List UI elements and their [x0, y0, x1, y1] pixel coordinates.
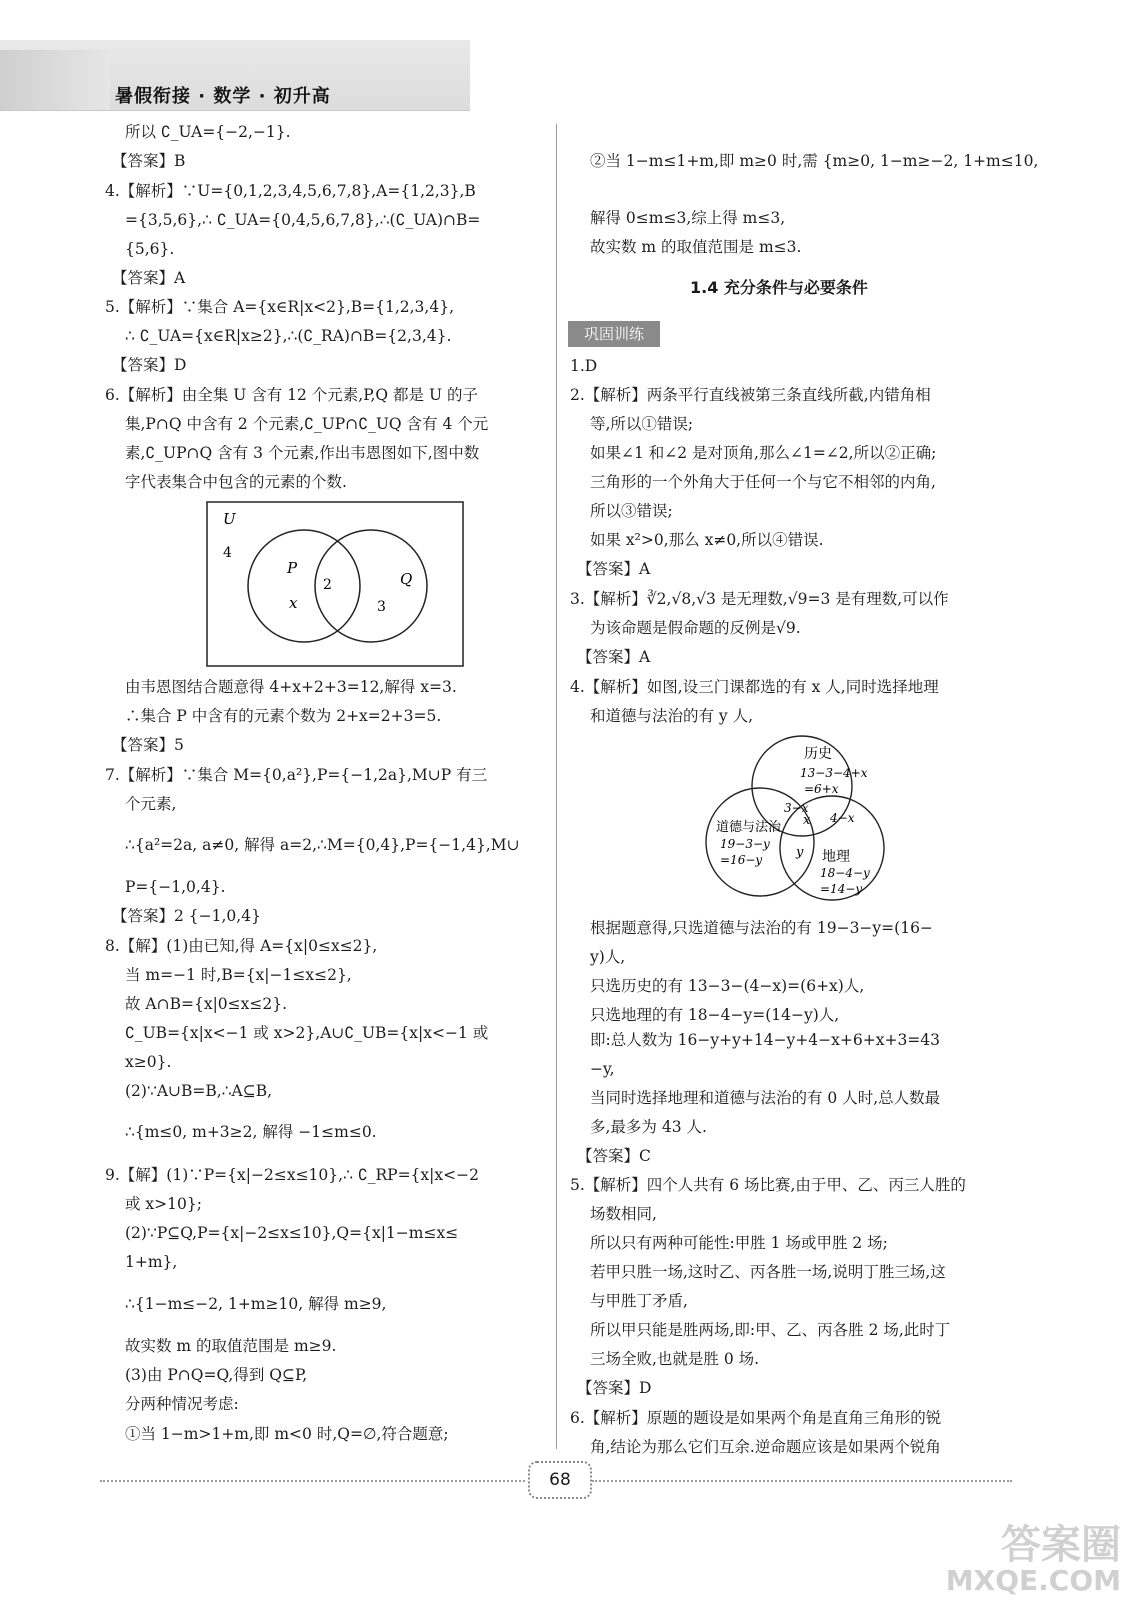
text-line: ①当 1−m>1+m,即 m<0 时,Q=∅,符合题意; [125, 1425, 449, 1443]
text-line: 三场全败,也就是胜 0 场. [590, 1350, 760, 1368]
column-divider [556, 124, 557, 1449]
watermark [946, 1524, 1121, 1596]
section-title: 1.4 充分条件与必要条件 [690, 278, 868, 297]
header-title: 暑假衔接 · 数学 · 初升高 [115, 86, 331, 107]
text-line: ∁_UB={x|x<−1 或 x>2},A∪∁_UB={x|x<−1 或 [125, 1024, 489, 1042]
answer-line: 【答案】A [577, 560, 651, 578]
text-line: 只选地理的有 18−4−y=(14−y)人, [590, 1006, 840, 1024]
history-expr-2: =6+x [804, 782, 839, 796]
p-only-count: x [289, 594, 298, 612]
drill-tag: 巩固训练 [568, 321, 660, 347]
text-line: 多,最多为 43 人. [590, 1118, 707, 1136]
moral-label: 道德与法治 [716, 820, 782, 835]
venn-diagram-pq [205, 500, 465, 668]
history-geo-count: 4−x [830, 811, 855, 825]
intersection-count: 2 [323, 577, 332, 593]
answer-line: 【答案】B [112, 152, 186, 170]
moral-geo-count: y [796, 845, 804, 860]
answer-line: 【答案】D [112, 356, 187, 374]
text-line: {5,6}. [125, 240, 175, 258]
text-line: −y, [590, 1060, 615, 1078]
text-line: P={−1,0,4}. [125, 878, 226, 896]
outside-count: 4 [223, 545, 232, 561]
text-line: 2.【解析】两条平行直线被第三条直线所截,内错角相 [570, 386, 931, 404]
history-label: 历史 [804, 746, 832, 762]
history-expr-1: 13−3−4+x [800, 766, 868, 780]
answer-line: 【答案】A [112, 269, 186, 287]
text-line: (2)∵A∪B=B,∴A⊆B, [125, 1082, 273, 1100]
text-line: 或 x>10}; [125, 1195, 202, 1213]
text-line: 1+m}, [125, 1253, 178, 1271]
q-label: Q [400, 570, 413, 588]
watermark-line1: 答案圈 [1001, 1522, 1121, 1568]
text-line: 素,∁_UP∩Q 含有 3 个元素,作出韦恩图如下,图中数 [125, 444, 480, 462]
q-only-count: 3 [377, 599, 386, 615]
text-line: 由韦恩图结合题意得 4+x+2+3=12,解得 x=3. [125, 678, 457, 696]
universe-label: U [223, 510, 236, 528]
text-line: 如果∠1 和∠2 是对顶角,那么∠1=∠2,所以②正确; [590, 444, 937, 462]
text-line: 集,P∩Q 中含有 2 个元素,∁_UP∩∁_UQ 含有 4 个元 [125, 415, 489, 433]
venn-diagram-courses [700, 734, 900, 909]
text-line: 即:总人数为 16−y+y+14−y+4−x+6+x+3=43 [590, 1031, 941, 1049]
p-label: P [287, 559, 298, 577]
text-line: 字代表集合中包含的元素的个数. [125, 473, 347, 491]
footer-rule-left [100, 1480, 525, 1482]
text-line: x≥0}. [125, 1053, 172, 1071]
text-line: 1.D [570, 357, 598, 375]
text-line: 4.【解析】如图,设三门课都选的有 x 人,同时选择地理 [570, 678, 939, 696]
text-line: 5.【解析】四个人共有 6 场比赛,由于甲、乙、丙三人胜的 [570, 1176, 966, 1194]
center-count: x [803, 813, 811, 828]
answer-line: 【答案】5 [112, 736, 184, 754]
geography-label: 地理 [822, 849, 850, 865]
text-line: y)人, [590, 948, 626, 966]
geo-expr-1: 18−4−y [820, 866, 870, 880]
text-line: 若甲只胜一场,这时乙、丙各胜一场,说明丁胜三场,这 [590, 1263, 946, 1281]
text-line: 所以只有两种可能性:甲胜 1 场或甲胜 2 场; [590, 1234, 888, 1252]
text-line: 只选历史的有 13−3−(4−x)=(6+x)人, [590, 977, 865, 995]
text-line: 当同时选择地理和道德与法治的有 0 人时,总人数最 [590, 1089, 941, 1107]
text-line: 为该命题是假命题的反例是√9. [590, 619, 801, 637]
text-line: 5.【解析】∵集合 A={x∈R|x<2},B={1,2,3,4}, [105, 298, 455, 316]
text-line: 解得 0≤m≤3,综上得 m≤3, [590, 209, 786, 227]
text-line: 所以③错误; [590, 502, 673, 520]
text-line: 三角形的一个外角大于任何一个与它不相邻的内角, [590, 473, 936, 491]
text-line: 角,结论为那么它们互余.逆命题应该是如果两个锐角 [590, 1438, 941, 1456]
text-line: 与甲胜丁矛盾, [590, 1292, 688, 1310]
moral-expr-1: 19−3−y [720, 837, 770, 851]
text-line: (2)∵P⊆Q,P={x|−2≤x≤10},Q={x|1−m≤x≤ [125, 1224, 459, 1242]
text-line: 等,所以①错误; [590, 415, 694, 433]
text-line: 根据题意得,只选道德与法治的有 19−3−y=(16− [590, 919, 933, 937]
text-line: 当 m=−1 时,B={x|−1≤x≤2}, [125, 966, 352, 984]
text-line: 故实数 m 的取值范围是 m≥9. [125, 1337, 337, 1355]
text-line: ∴{m≤0, m+3≥2, 解得 −1≤m≤0. [125, 1123, 377, 1141]
text-line: 故 A∩B={x|0≤x≤2}. [125, 995, 288, 1013]
header-decoration [0, 50, 110, 110]
text-line: ∴ ∁_UA={x∈R|x≥2},∴(∁_RA)∩B={2,3,4}. [125, 327, 452, 345]
text-line: 9.【解】(1)∵P={x|−2≤x≤10},∴ ∁_RP={x|x<−2 [105, 1166, 479, 1184]
text-line: ∴{a²=2a, a≠0, 解得 a=2,∴M={0,4},P={−1,4},M∪ [125, 836, 520, 854]
text-line: ∴集合 P 中含有的元素个数为 2+x=2+3=5. [125, 707, 442, 725]
text-line: 4.【解析】∵U={0,1,2,3,4,5,6,7,8},A={1,2,3},B [105, 182, 476, 200]
text-line: 所以甲只能是胜两场,即:甲、乙、丙各胜 2 场,此时丁 [590, 1321, 951, 1339]
text-line: 和道德与法治的有 y 人, [590, 707, 754, 725]
text-line: 如果 x²>0,那么 x≠0,所以④错误. [590, 531, 824, 549]
text-line: 故实数 m 的取值范围是 m≤3. [590, 238, 802, 256]
moral-expr-2: =16−y [720, 853, 763, 867]
answer-line: 【答案】2 {−1,0,4} [112, 907, 261, 925]
text-line: ②当 1−m≤1+m,即 m≥0 时,需 {m≥0, 1−m≥−2, 1+m≤10, [590, 152, 1039, 170]
answer-line: 【答案】D [577, 1379, 652, 1397]
text-line: (3)由 P∩Q=Q,得到 Q⊆P, [125, 1366, 308, 1384]
page-number: 68 [528, 1461, 592, 1499]
footer-rule-right [592, 1480, 1012, 1482]
text-line: 所以 ∁_UA={−2,−1}. [125, 123, 291, 141]
text-line: 8.【解】(1)由已知,得 A={x|0≤x≤2}, [105, 937, 378, 955]
text-line: 分两种情况考虑: [125, 1395, 239, 1413]
text-line: ∴{1−m≤−2, 1+m≥10, 解得 m≥9, [125, 1295, 387, 1313]
text-line: ={3,5,6},∴ ∁_UA={0,4,5,6,7,8},∴(∁_UA)∩B= [125, 211, 481, 229]
text-line: 6.【解析】由全集 U 含有 12 个元素,P,Q 都是 U 的子 [105, 386, 478, 404]
set-p-circle [248, 530, 360, 642]
answer-line: 【答案】C [577, 1147, 651, 1165]
watermark-line2: MXQE.COM [945, 1564, 1121, 1597]
text-line: 场数相同, [590, 1205, 657, 1223]
text-line: 3.【解析】∛2,√8,√3 是无理数,√9=3 是有理数,可以作 [570, 590, 949, 608]
history-moral-count: 3−x [784, 801, 809, 815]
answer-line: 【答案】A [577, 648, 651, 666]
geo-expr-2: =14−y [820, 882, 863, 896]
text-line: 6.【解析】原题的题设是如果两个角是直角三角形的锐 [570, 1409, 942, 1427]
text-line: 7.【解析】∵集合 M={0,a²},P={−1,2a},M∪P 有三 [105, 766, 488, 784]
text-line: 个元素, [125, 795, 177, 813]
